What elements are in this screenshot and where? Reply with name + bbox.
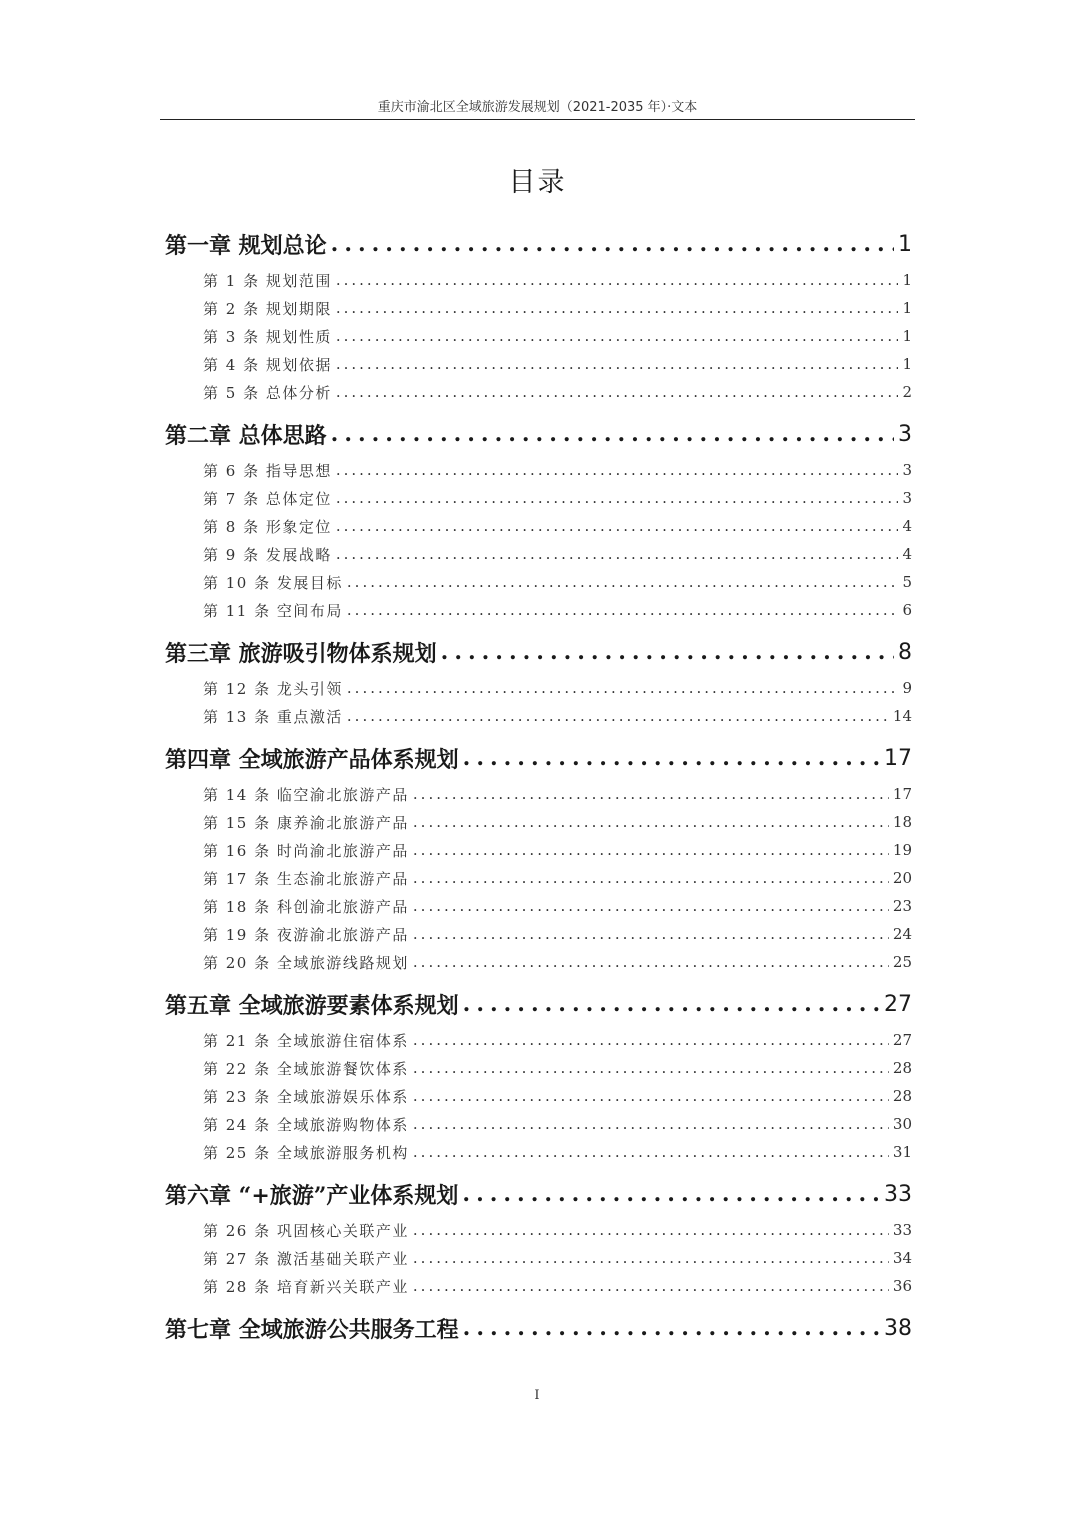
- toc-dot-leader: [413, 841, 889, 859]
- toc-section-entry[interactable]: [165, 1216, 912, 1244]
- toc-chapter-entry[interactable]: [165, 982, 912, 1026]
- toc-dot-leader: [463, 745, 880, 771]
- toc-section-page: 34: [892, 1249, 912, 1267]
- toc-section-label: 第 28 条 培育新兴关联产业: [203, 1277, 409, 1296]
- toc-section-label: 第 15 条 康养渝北旅游产品: [203, 813, 409, 832]
- table-of-contents: [165, 216, 912, 1350]
- toc-section-label: 第 7 条 总体定位: [203, 489, 332, 508]
- toc-section-page: 23: [892, 897, 912, 915]
- toc-dot-leader: [413, 925, 889, 943]
- toc-chapter-label: 第二章 总体思路: [165, 422, 327, 449]
- toc-section-entry[interactable]: [165, 350, 912, 378]
- toc-section-page: 3: [902, 489, 912, 507]
- toc-dot-leader: [347, 707, 889, 725]
- toc-chapter-entry[interactable]: [165, 222, 912, 266]
- toc-chapter-label: 第四章 全域旅游产品体系规划: [165, 746, 459, 773]
- toc-section-page: 24: [892, 925, 912, 943]
- toc-section-label: 第 17 条 生态渝北旅游产品: [203, 869, 409, 888]
- toc-section-entry[interactable]: [165, 1110, 912, 1138]
- toc-dot-leader: [413, 869, 889, 887]
- toc-section-label: 第 4 条 规划依据: [203, 355, 332, 374]
- toc-dot-leader: [336, 545, 899, 563]
- toc-section-page: 14: [892, 707, 912, 725]
- toc-section-label: 第 23 条 全域旅游娱乐体系: [203, 1087, 409, 1106]
- toc-section-page: 2: [902, 383, 912, 401]
- toc-section-label: 第 18 条 科创渝北旅游产品: [203, 897, 409, 916]
- toc-dot-leader: [331, 231, 894, 257]
- toc-dot-leader: [347, 601, 899, 619]
- toc-dot-leader: [413, 1115, 889, 1133]
- toc-chapter-entry[interactable]: [165, 412, 912, 456]
- toc-chapter-label: 第三章 旅游吸引物体系规划: [165, 640, 437, 667]
- toc-dot-leader: [413, 1249, 889, 1267]
- toc-section-label: 第 1 条 规划范围: [203, 271, 332, 290]
- toc-section-label: 第 9 条 发展战略: [203, 545, 332, 564]
- toc-dot-leader: [336, 517, 899, 535]
- toc-section-page: 25: [892, 953, 912, 971]
- toc-dot-leader: [336, 355, 899, 373]
- toc-section-entry[interactable]: [165, 294, 912, 322]
- toc-section-entry[interactable]: [165, 674, 912, 702]
- toc-section-page: 20: [892, 869, 912, 887]
- toc-dot-leader: [413, 1059, 889, 1077]
- toc-chapter-page: 8: [898, 639, 912, 665]
- toc-section-page: 19: [892, 841, 912, 859]
- toc-section-label: 第 6 条 指导思想: [203, 461, 332, 480]
- toc-section-label: 第 8 条 形象定位: [203, 517, 332, 536]
- toc-dot-leader: [413, 813, 889, 831]
- toc-chapter-entry[interactable]: [165, 630, 912, 674]
- toc-section-page: 28: [892, 1059, 912, 1077]
- toc-section-page: 6: [902, 601, 912, 619]
- toc-dot-leader: [413, 1221, 889, 1239]
- toc-section-entry[interactable]: [165, 1054, 912, 1082]
- toc-section-label: 第 2 条 规划期限: [203, 299, 332, 318]
- toc-dot-leader: [441, 639, 894, 665]
- toc-section-entry[interactable]: [165, 780, 912, 808]
- toc-chapter-page: 17: [884, 745, 912, 771]
- toc-dot-leader: [413, 785, 889, 803]
- toc-section-entry[interactable]: [165, 702, 912, 730]
- toc-section-label: 第 5 条 总体分析: [203, 383, 332, 402]
- toc-section-label: 第 10 条 发展目标: [203, 573, 343, 592]
- toc-section-entry[interactable]: [165, 266, 912, 294]
- toc-section-label: 第 3 条 规划性质: [203, 327, 332, 346]
- toc-chapter-page: 33: [884, 1181, 912, 1207]
- toc-chapter-entry[interactable]: [165, 1306, 912, 1350]
- toc-chapter-label: 第一章 规划总论: [165, 232, 327, 259]
- toc-section-page: 36: [892, 1277, 912, 1295]
- toc-section-page: 9: [902, 679, 912, 697]
- toc-section-entry[interactable]: [165, 378, 912, 406]
- toc-dot-leader: [463, 991, 880, 1017]
- toc-dot-leader: [336, 489, 899, 507]
- toc-section-page: 4: [902, 545, 912, 563]
- toc-section-label: 第 21 条 全域旅游住宿体系: [203, 1031, 409, 1050]
- toc-section-page: 33: [892, 1221, 912, 1239]
- toc-dot-leader: [336, 461, 899, 479]
- toc-chapter-label: 第五章 全域旅游要素体系规划: [165, 992, 459, 1019]
- toc-section-label: 第 13 条 重点激活: [203, 707, 343, 726]
- toc-section-label: 第 14 条 临空渝北旅游产品: [203, 785, 409, 804]
- toc-dot-leader: [331, 421, 894, 447]
- toc-section-page: 1: [902, 299, 912, 317]
- toc-dot-leader: [336, 327, 899, 345]
- toc-section-entry[interactable]: [165, 512, 912, 540]
- toc-section-label: 第 20 条 全域旅游线路规划: [203, 953, 409, 972]
- toc-section-page: 31: [892, 1143, 912, 1161]
- toc-chapter-label: 第七章 全域旅游公共服务工程: [165, 1316, 459, 1343]
- toc-dot-leader: [413, 897, 889, 915]
- toc-dot-leader: [413, 1031, 889, 1049]
- toc-section-label: 第 19 条 夜游渝北旅游产品: [203, 925, 409, 944]
- toc-section-entry[interactable]: [165, 484, 912, 512]
- toc-section-label: 第 22 条 全域旅游餐饮体系: [203, 1059, 409, 1078]
- toc-dot-leader: [413, 1087, 889, 1105]
- toc-section-label: 第 26 条 巩固核心关联产业: [203, 1221, 409, 1240]
- page-title: 目录: [508, 167, 567, 198]
- toc-section-entry[interactable]: [165, 892, 912, 920]
- toc-dot-leader: [463, 1315, 880, 1341]
- toc-dot-leader: [347, 679, 899, 697]
- toc-section-page: 5: [902, 573, 912, 591]
- toc-section-entry[interactable]: [165, 1082, 912, 1110]
- toc-section-label: 第 24 条 全域旅游购物体系: [203, 1115, 409, 1134]
- toc-section-page: 1: [902, 355, 912, 373]
- toc-chapter-entry[interactable]: [165, 1172, 912, 1216]
- toc-section-entry[interactable]: [165, 864, 912, 892]
- toc-section-label: 第 11 条 空间布局: [203, 601, 343, 620]
- toc-section-page: 18: [892, 813, 912, 831]
- toc-section-label: 第 12 条 龙头引领: [203, 679, 343, 698]
- toc-section-entry[interactable]: [165, 808, 912, 836]
- toc-section-page: 28: [892, 1087, 912, 1105]
- toc-section-label: 第 25 条 全域旅游服务机构: [203, 1143, 409, 1162]
- toc-dot-leader: [413, 953, 889, 971]
- toc-section-entry[interactable]: [165, 1272, 912, 1300]
- toc-dot-leader: [413, 1143, 889, 1161]
- header-rule: [160, 119, 915, 120]
- toc-section-page: 17: [892, 785, 912, 803]
- toc-chapter-label: 第六章 “+旅游”产业体系规划: [165, 1182, 459, 1209]
- toc-section-page: 30: [892, 1115, 912, 1133]
- toc-section-page: 27: [892, 1031, 912, 1049]
- page-number: I: [534, 1388, 540, 1403]
- toc-chapter-page: 1: [898, 231, 912, 257]
- toc-section-entry[interactable]: [165, 322, 912, 350]
- toc-section-entry[interactable]: [165, 456, 912, 484]
- toc-section-entry[interactable]: [165, 948, 912, 976]
- toc-section-entry[interactable]: [165, 568, 912, 596]
- toc-section-entry[interactable]: [165, 920, 912, 948]
- toc-section-page: 1: [902, 327, 912, 345]
- toc-chapter-page: 38: [884, 1315, 912, 1341]
- toc-dot-leader: [336, 383, 899, 401]
- toc-section-label: 第 16 条 时尚渝北旅游产品: [203, 841, 409, 860]
- toc-section-entry[interactable]: [165, 1244, 912, 1272]
- toc-dot-leader: [413, 1277, 889, 1295]
- toc-section-page: 1: [902, 271, 912, 289]
- toc-dot-leader: [462, 1181, 880, 1207]
- toc-chapter-entry[interactable]: [165, 736, 912, 780]
- toc-dot-leader: [336, 299, 899, 317]
- toc-section-page: 3: [902, 461, 912, 479]
- toc-chapter-page: 27: [884, 991, 912, 1017]
- running-header: 重庆市渝北区全域旅游发展规划（2021-2035 年）·文本: [377, 100, 698, 115]
- toc-section-entry[interactable]: [165, 540, 912, 568]
- toc-dot-leader: [336, 271, 899, 289]
- toc-section-entry[interactable]: [165, 596, 912, 624]
- toc-section-page: 4: [902, 517, 912, 535]
- toc-dot-leader: [347, 573, 899, 591]
- toc-section-entry[interactable]: [165, 836, 912, 864]
- toc-chapter-page: 3: [898, 421, 912, 447]
- toc-section-entry[interactable]: [165, 1026, 912, 1054]
- toc-section-entry[interactable]: [165, 1138, 912, 1166]
- toc-section-label: 第 27 条 激活基础关联产业: [203, 1249, 409, 1268]
